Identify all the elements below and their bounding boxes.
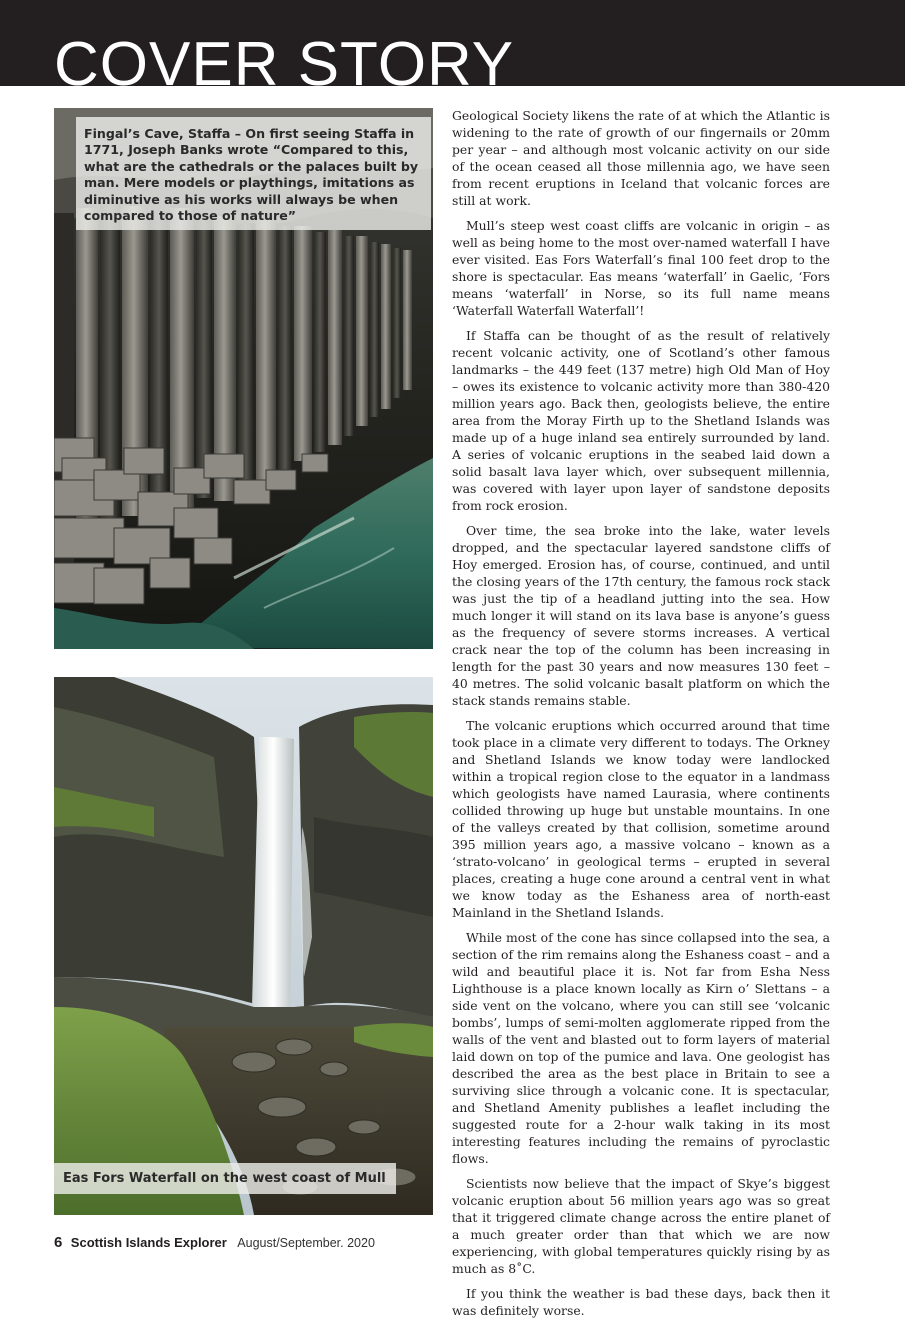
article-body [452,108,830,1329]
article-paragraph: If Staffa can be thought of as the result of relatively recent volcanic activity, one of Scotland’s other famous landmarks – the 449 feet (137 metre) high Old Man of Hoy – owes its existence to volcanic activity more than 380-420 million years ago. Back then, geologists believe, the entire area from the Moray Firth up to the Shetland Islands was made up of a huge inland sea entirely surrounded by land. A series of volcanic eruptions in the seabed laid down a solid basalt lava layer which, over subsequent millennia, was covered with layer upon layer of sandstone deposits from rock erosion. [452,328,830,513]
page-footer [54,1234,375,1252]
issue-date: August/September. 2020 [237,1236,375,1250]
article-paragraph: If you think the weather is bad these days, back then it was definitely worse. [452,1286,830,1319]
article-paragraph: The volcanic eruptions which occurred around that time took place in a climate very different to todays. The Orkney and Shetland Islands we know today were landlocked within a tropical region close to the equator in a landmass which geologists have named Laurasia, where continents collided throwing up huge but unstable mountains. In one of the valleys created by that collision, sometime around 395 million years ago, a massive volcano – known as a ‘strato-volcano’ in geological terms – erupted in several places, creating a huge cone around a central vent in what we know today as the Eshaness area of north-east Mainland in the Shetland Islands. [452,718,830,920]
section-title: COVER STORY [54,30,515,99]
fingals-cave-caption: Fingal’s Cave, Staffa – On first seeing Staffa in 1771, Joseph Banks wrote “Compared to this, what are the cathedrals or the palaces built by man. Mere models or playthings, imitations as diminutive as his works will always be when compared to those of nature” [76,117,431,230]
eas-fors-waterfall-photo [54,677,433,1215]
magazine-name: Scottish Islands Explorer [70,1235,227,1250]
article-paragraph: Mull’s steep west coast cliffs are volcanic in origin – as well as being home to the most over-named waterfall I have ever visited. Eas Fors Waterfall’s final 100 feet drop to the shore is spectacular. Eas means ‘waterfall’ in Gaelic, ‘Fors means ‘waterfall’ in Norse, so its full name means ‘Waterfall Waterfall Waterfall’! [452,218,830,318]
page-number: 6 [54,1234,63,1251]
article-paragraph: While most of the cone has since collapsed into the sea, a section of the rim remains along the Eshaness coast – and a wild and beautiful place it is. Not far from Esha Ness Lighthouse is a place known locally as Kirn o’ Slettans – a side vent on the volcano, where you can still see ‘volcanic bombs’, lumps of semi-molten agglomerate ripped from the walls of the vent and blasted out to form layers of material laid down on top of the pumice and lava. One geologist has described the area as the best place in Britain to see a surviving slice through a volcanic cone. It is spectacular, and Shetland Amenity publishes a leaflet including the suggested route for a 2-hour walk taking in its most interesting features including the remains of pyroclastic flows. [452,930,830,1166]
article-paragraph: Over time, the sea broke into the lake, water levels dropped, and the spectacular layered sandstone cliffs of Hoy emerged. Erosion has, of course, continued, and until the closing years of the 17th century, the famous rock stack was just the tip of a headland jutting into the sea. How much longer it will stand on its lava base is anyone’s guess as the frequency of severe storms increases. A vertical crack near the top of the column has been increasing in length for the past 30 years and now measures 130 feet – 40 metres. The solid volcanic basalt platform on which the stack stands remains stable. [452,523,830,708]
article-paragraph: Geological Society likens the rate of at which the Atlantic is widening to the rate of growth of our fingernails or 20mm per year – and although most volcanic activity on our side of the ocean ceased all those millennia ago, we have seen from recent eruptions in Iceland that volcanic forces are still at work. [452,108,830,208]
eas-fors-waterfall-caption: Eas Fors Waterfall on the west coast of Mull [54,1163,396,1194]
article-paragraph: Scientists now believe that the impact of Skye’s biggest volcanic eruption about 56 million years ago was so great that it triggered climate change across the entire planet of a much greater order than that which we are now experiencing, with global temperatures quickly rising by as much as 8˚C. [452,1176,830,1276]
